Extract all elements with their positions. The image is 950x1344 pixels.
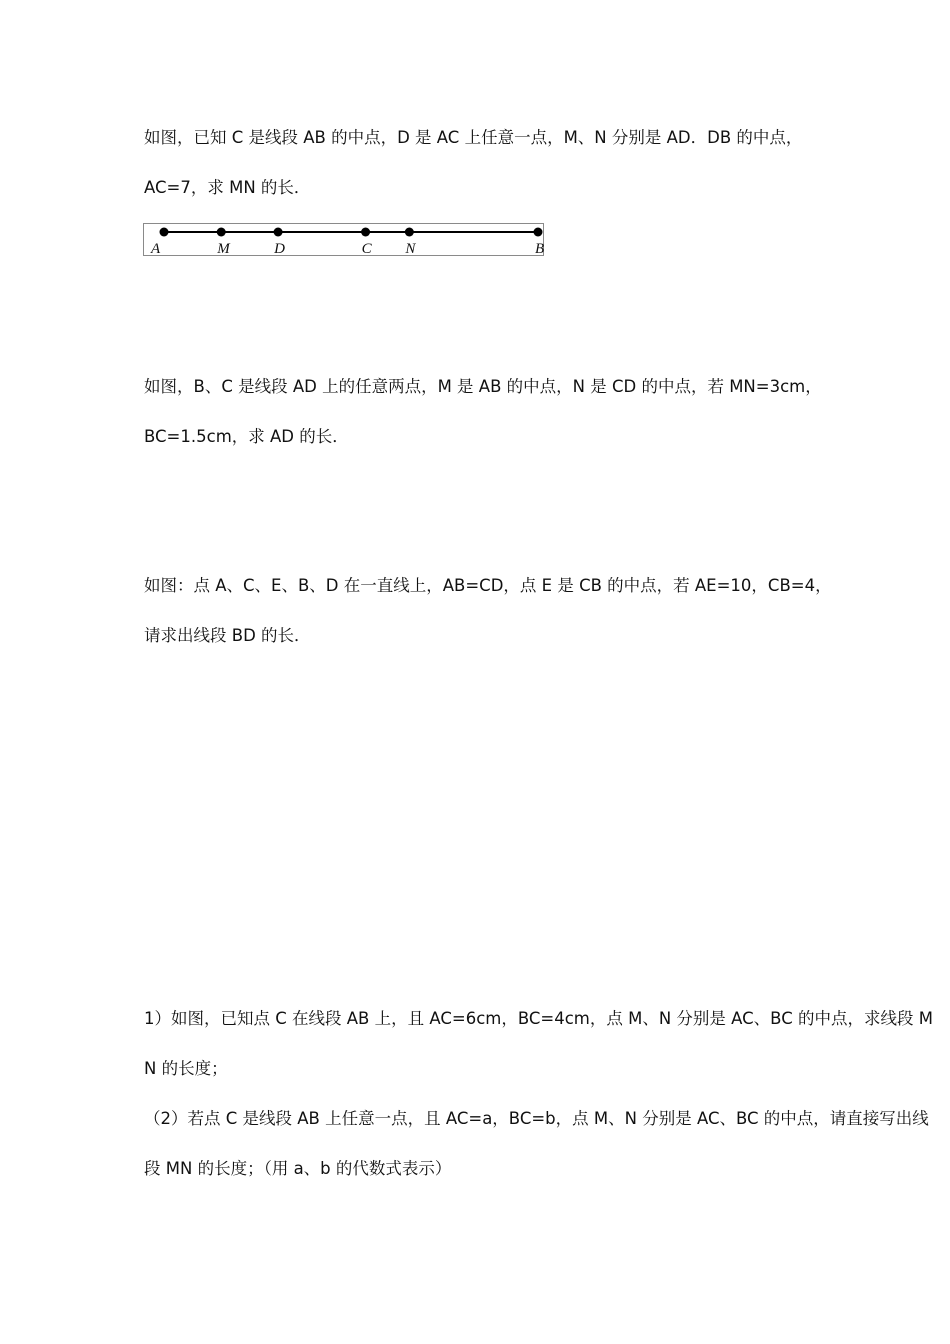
problem-4-line-4: 段 MN 的长度；（用 a、b 的代数式表示） [144, 1159, 452, 1178]
problem-3-line-1: 如图：点 A、C、E、B、D 在一直线上，AB=CD，点 E 是 CB 的中点，若 AE=10，CB=4， [144, 576, 832, 595]
problem-2-line-2: BC=1.5cm，求 AD 的长． [144, 427, 349, 446]
point-b-dot [534, 228, 543, 237]
problem-2-line-1: 如图，B、C 是线段 AD 上的任意两点，M 是 AB 的中点，N 是 CD 的中点，若 MN=3cm， [144, 377, 822, 396]
point-c-label: C [361, 241, 372, 257]
segment-figure [143, 223, 544, 256]
problem-4-line-1: 1）如图，已知点 C 在线段 AB 上，且 AC=6cm，BC=4cm，点 M、N 分别是 AC、BC 的中点，求线段 M [144, 1009, 933, 1028]
point-a-dot [160, 228, 169, 237]
segment-diagram [144, 224, 543, 255]
problem-4-line-2: N 的长度； [144, 1059, 228, 1078]
point-d-label: D [274, 241, 285, 257]
problem-4-line-3: （2）若点 C 是线段 AB 上任意一点，且 AC=a，BC=b，点 M、N 分别是 AC、BC 的中点，请直接写出线 [144, 1109, 929, 1128]
point-m-label: M [217, 241, 230, 257]
problem-3-line-2: 请求出线段 BD 的长． [144, 626, 311, 645]
point-d-dot [274, 228, 283, 237]
problem-1-line-2: AC=7，求 MN 的长． [144, 178, 311, 197]
point-n-dot [405, 228, 414, 237]
point-a-label: A [151, 241, 161, 257]
point-b-label: B [535, 241, 545, 257]
point-n-label: N [405, 241, 416, 257]
point-c-dot [361, 228, 370, 237]
point-m-dot [217, 228, 226, 237]
problem-1-line-1: 如图，已知 C 是线段 AB 的中点，D 是 AC 上任意一点，M、N 分别是 AD．DB 的中点， [144, 128, 803, 147]
